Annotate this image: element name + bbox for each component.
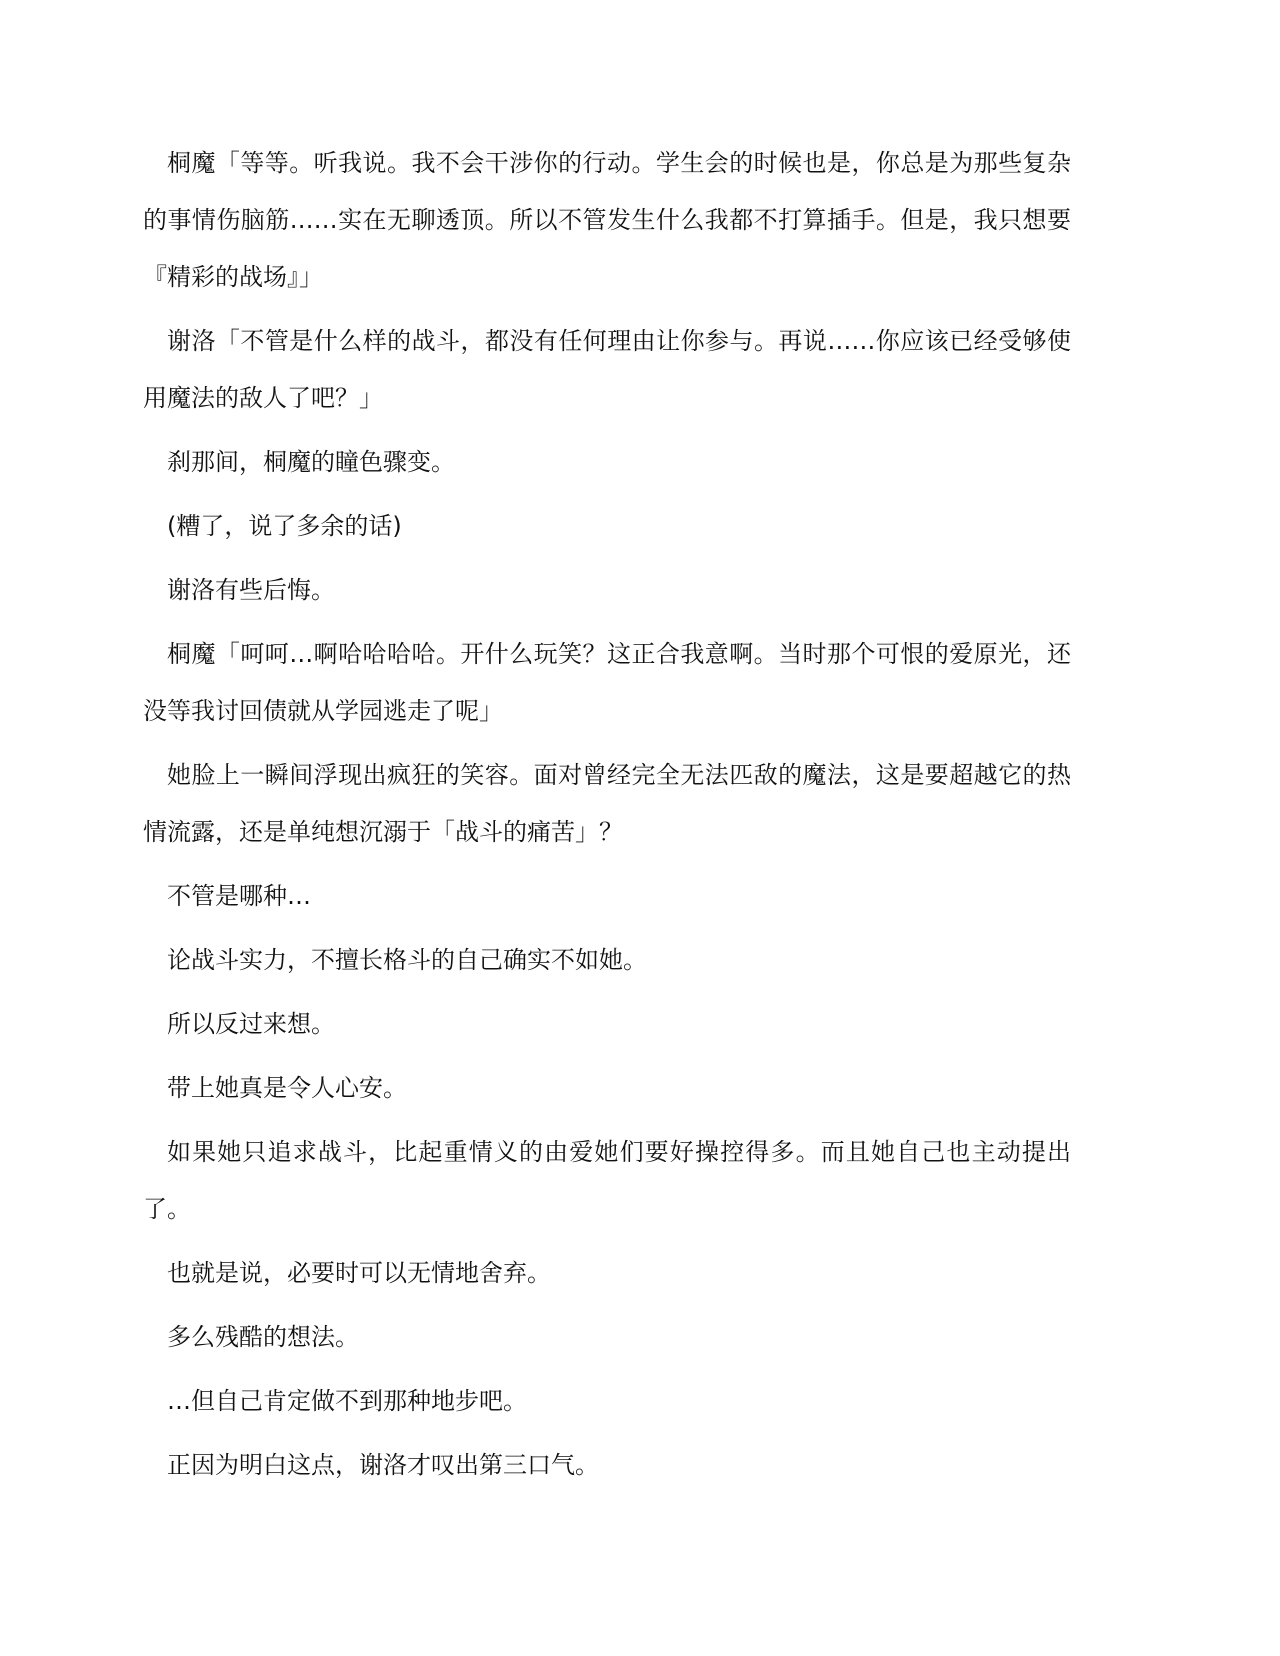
paragraph: …但自己肯定做不到那种地步吧。 (167, 1387, 527, 1415)
paragraph: 正因为明白这点，谢洛才叹出第三口气。 (167, 1451, 599, 1479)
paragraph: 多么残酷的想法。 (167, 1323, 359, 1351)
paragraph: 也就是说，必要时可以无情地舍弃。 (167, 1259, 551, 1287)
paragraph: 论战斗实力，不擅长格斗的自己确实不如她。 (167, 946, 647, 974)
paragraph: 她脸上一瞬间浮现出疯狂的笑容。面对曾经完全无法匹敌的魔法，这是要超越它的热情流露，还是单纯想沉溺于「战斗的痛苦」？ (143, 761, 1071, 846)
paragraph: 如果她只追求战斗，比起重情义的由爱她们要好操控得多。而且她自己也主动提出了。 (143, 1138, 1071, 1223)
paragraph: 所以反过来想。 (167, 1010, 335, 1038)
paragraph: 桐魔「等等。听我说。我不会干涉你的行动。学生会的时候也是，你总是为那些复杂的事情伤脑筋……实在无聊透顶。所以不管发生什么我都不打算插手。但是，我只想要『精彩的战场』」 (143, 149, 1071, 291)
paragraph: 谢洛有些后悔。 (167, 576, 335, 604)
paragraph: 带上她真是令人心安。 (167, 1074, 407, 1102)
paragraph: 不管是哪种… (167, 882, 311, 910)
paragraph: 谢洛「不管是什么样的战斗，都没有任何理由让你参与。再说……你应该已经受够使用魔法的敌人了吧？」 (143, 327, 1071, 412)
paragraph: 刹那间，桐魔的瞳色骤变。 (167, 448, 455, 476)
paragraph: (糟了，说了多余的话) (167, 512, 402, 540)
paragraph: 桐魔「呵呵…啊哈哈哈哈。开什么玩笑？这正合我意啊。当时那个可恨的爱原光，还没等我讨回债就从学园逃走了呢」 (143, 640, 1071, 725)
document-page (143, 135, 1071, 1501)
